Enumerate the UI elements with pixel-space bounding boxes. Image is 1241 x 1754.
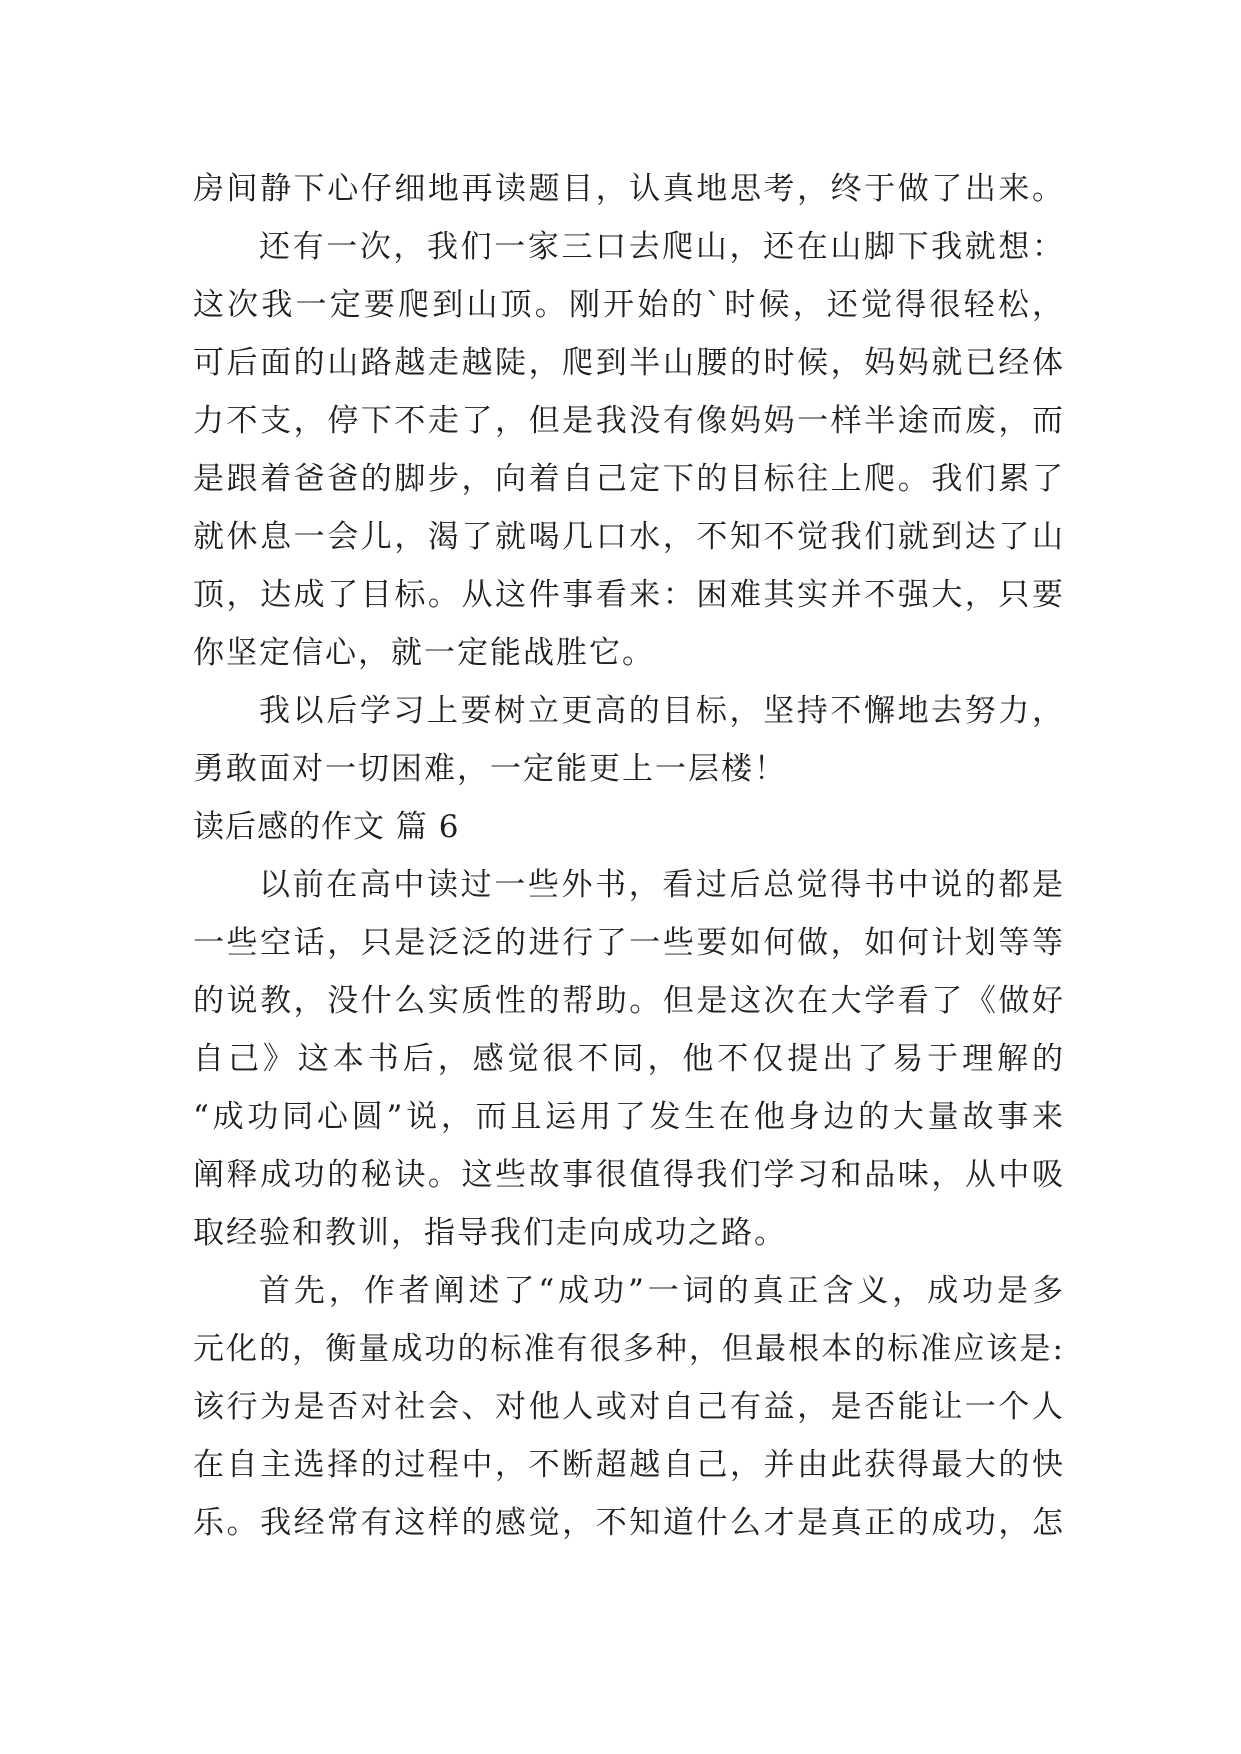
paragraph-line: 这次我一定要爬到山顶。刚开始的`时候，还觉得很轻松， (193, 287, 1065, 323)
paragraph-line: 可后面的山路越走越陡，爬到半山腰的时候，妈妈就已经体 (193, 345, 1065, 381)
paragraph-line: 是跟着爸爸的脚步，向着自己定下的目标往上爬。我们累了 (193, 461, 1065, 497)
paragraph-line: 还有一次，我们一家三口去爬山，还在山脚下我就想： (259, 229, 1065, 265)
paragraph-line: “成功同心圆”说，而且运用了发生在他身边的大量故事来 (193, 1099, 1065, 1135)
paragraph-line: 取经验和教训，指导我们走向成功之路。 (193, 1215, 787, 1251)
paragraph-line: 该行为是否对社会、对他人或对自己有益，是否能让一个人 (193, 1389, 1065, 1425)
paragraph-line: 勇敢面对一切困难，一定能更上一层楼！ (193, 751, 787, 787)
paragraph-line: 房间静下心仔细地再读题目，认真地思考，终于做了出来。 (193, 171, 1065, 207)
document-body (193, 160, 1065, 1552)
paragraph-line: 首先，作者阐述了“成功”一词的真正含义，成功是多 (259, 1273, 1065, 1309)
paragraph-line: 顶，达成了目标。从这件事看来：困难其实并不强大，只要 (193, 577, 1065, 613)
paragraph-line: 元化的，衡量成功的标准有很多种，但最根本的标准应该是: (193, 1331, 1065, 1367)
paragraph-line: 阐释成功的秘诀。这些故事很值得我们学习和品味，从中吸 (193, 1157, 1065, 1193)
paragraph-line: 以前在高中读过一些外书，看过后总觉得书中说的都是 (259, 867, 1065, 903)
paragraph-line: 乐。我经常有这样的感觉，不知道什么才是真正的成功，怎 (193, 1505, 1065, 1541)
paragraph-line: 就休息一会儿，渴了就喝几口水，不知不觉我们就到达了山 (193, 519, 1065, 555)
section-heading: 读后感的作文 篇 6 (193, 809, 460, 845)
paragraph-line: 自己》这本书后，感觉很不同，他不仅提出了易于理解的 (193, 1041, 1065, 1077)
paragraph-line: 在自主选择的过程中，不断超越自己，并由此获得最大的快 (193, 1447, 1065, 1483)
paragraph-line: 你坚定信心，就一定能战胜它。 (193, 635, 655, 671)
paragraph-line: 力不支，停下不走了，但是我没有像妈妈一样半途而废，而 (193, 403, 1065, 439)
paragraph-line: 一些空话，只是泛泛的进行了一些要如何做，如何计划等等 (193, 925, 1065, 961)
paragraph-line: 的说教，没什么实质性的帮助。但是这次在大学看了《做好 (193, 983, 1065, 1019)
paragraph-line: 我以后学习上要树立更高的目标，坚持不懈地去努力， (259, 693, 1065, 729)
